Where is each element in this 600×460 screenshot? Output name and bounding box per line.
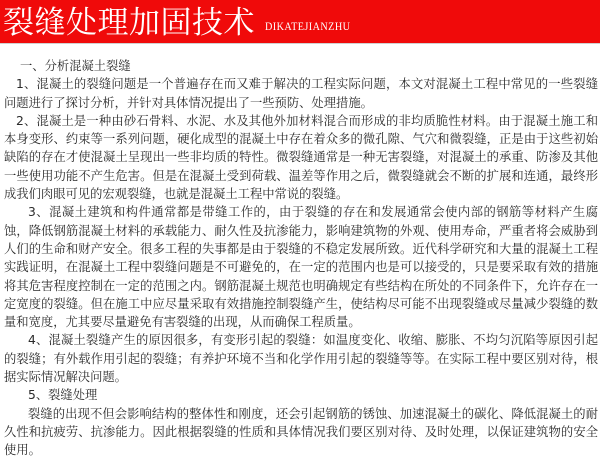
paragraph-3: 3、混凝土建筑和构件通常都是带缝工作的，由于裂缝的存在和发展通常会使内部的钢筋等材料产生腐蚀，降低钢筋混凝土材料的承载能力、耐久性及抗渗能力，影响建筑物的外观、使用寿命，严重者将会威胁到人们的生命和财产安全。很多工程的失事都是由于裂缝的不稳定发展所致。近代科学研究和大量的混凝土工程实践证明，在混凝土工程中裂缝问题是不可避免的，在一定的范围内也是可以接受的，只是要采取有效的措施将其危害程度控制在一定的范围之内。钢筋混凝土规范也明确规定有些结构在所处的不同条件下，允许存在一定宽度的裂缝。但在施工中应尽量采取有效措施控制裂缝产生，使结构尽可能不出现裂缝或尽量减少裂缝的数量和宽度，尤其要尽量避免有害裂缝的出现，从而确保工程质量。 (4, 205, 598, 330)
article-body (4, 57, 598, 460)
title-banner (0, 0, 600, 44)
paragraph-5: 裂缝的出现不但会影响结构的整体性和刚度，还会引起钢筋的锈蚀、加速混凝土的碳化、降低混凝土的耐久性和抗疲劳、抗渗能力。因此根据裂缝的性质和具体情况我们要区别对待、及时处理，以保证建筑物的安全使用。 (4, 406, 598, 458)
page-title: 裂缝处理加固技术 (3, 5, 255, 41)
section-heading-1: 一、分析混凝土裂缝 (20, 59, 131, 73)
section-heading-5: 5、裂缝处理 (28, 388, 98, 403)
page-subtitle: DIKATEJIANZHU (265, 19, 351, 33)
paragraph-1: 1、混凝土的裂缝问题是一个普遍存在而又难于解决的工程实际问题，本文对混凝土工程中常见的一些裂缝问题进行了探讨分析，并针对具体情况提出了一些预防、处理措施。 (4, 77, 598, 110)
paragraph-4: 4、混凝土裂缝产生的原因很多，有变形引起的裂缝：如温度变化、收缩、膨胀、不均匀沉陷等原因引起的裂缝；有外载作用引起的裂缝；有养护环境不当和化学作用引起的裂缝等等。在实际工程中要区别对待，根据实际情况解决问题。 (4, 333, 598, 385)
paragraph-2: 2、混凝土是一种由砂石骨料、水泥、水及其他外加材料混合而形成的非均质脆性材料。由于混凝土施工和本身变形、约束等一系列问题，硬化成型的混凝土中存在着众多的微孔隙、气穴和微裂缝，正是由于这些初始缺陷的存在才使混凝土呈现出一些非均质的特性。微裂缝通常是一种无害裂缝，对混凝土的承重、防渗及其他一些使用功能不产生危害。但是在混凝土受到荷载、温差等作用之后，微裂缝就会不断的扩展和连通，最终形成我们肉眼可见的宏观裂缝，也就是混凝土工程中常说的裂缝。 (4, 113, 598, 202)
